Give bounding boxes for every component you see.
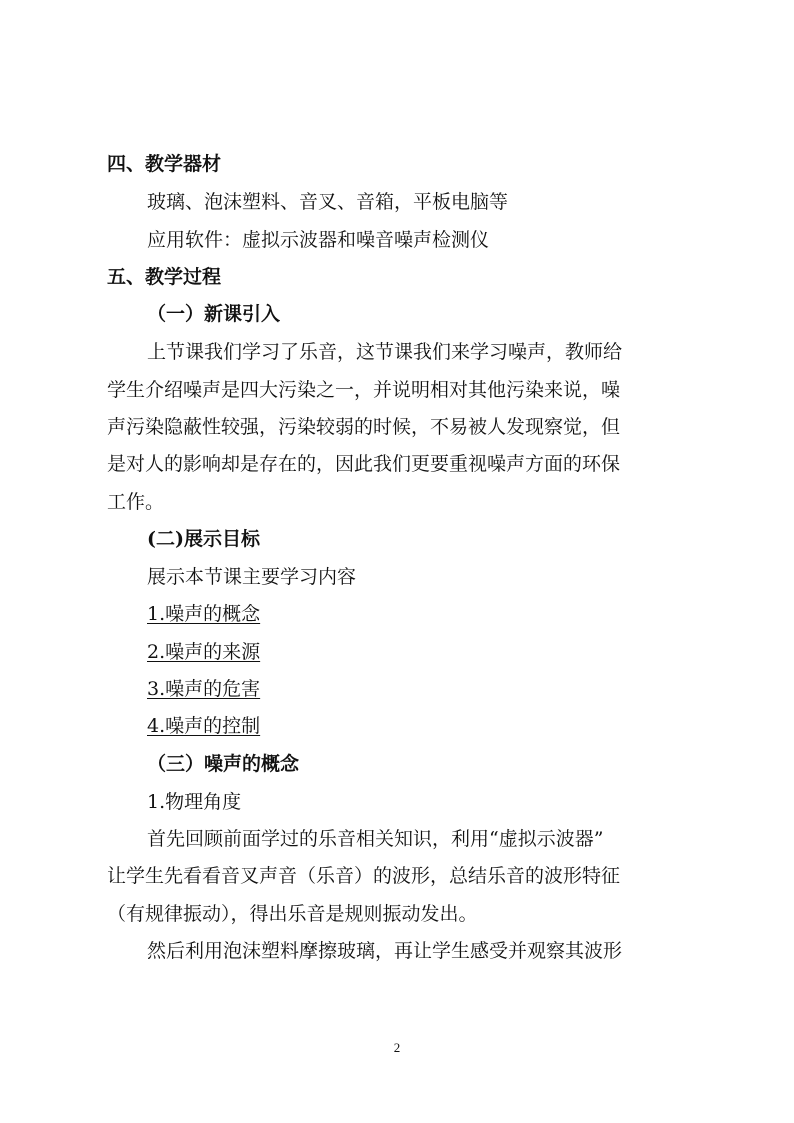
goal-link-2[interactable]: 2.噪声的来源 bbox=[147, 641, 261, 663]
paragraph-line: 然后利用泡沫塑料摩擦玻璃，再让学生感受并观察其波形 bbox=[147, 940, 623, 962]
paragraph-line: （有规律振动），得出乐音是规则振动发出。 bbox=[107, 903, 478, 925]
point-1-heading: 1.物理角度 bbox=[147, 791, 242, 813]
subsection-1-heading: （一）新课引入 bbox=[147, 303, 281, 325]
goal-link-4[interactable]: 4.噪声的控制 bbox=[147, 715, 261, 737]
paragraph-line: 让学生先看看音叉声音（乐音）的波形，总结乐音的波形特征 bbox=[107, 865, 621, 887]
goal-link-1[interactable]: 1.噪声的概念 bbox=[147, 603, 261, 625]
goal-link-3[interactable]: 3.噪声的危害 bbox=[147, 678, 261, 700]
section-4-heading: 四、教学器材 bbox=[107, 153, 222, 175]
section-5-heading: 五、教学过程 bbox=[107, 266, 222, 288]
paragraph-line: 上节课我们学习了乐音，这节课我们来学习噪声，教师给 bbox=[147, 341, 623, 363]
equipment-list: 玻璃、泡沫塑料、音叉、音箱，平板电脑等 bbox=[147, 191, 509, 213]
paragraph-line: 声污染隐蔽性较强，污染较弱的时候，不易被人发现察觉，但 bbox=[107, 416, 621, 438]
paragraph-line: 工作。 bbox=[107, 491, 165, 513]
software-list: 应用软件：虚拟示波器和噪音噪声检测仪 bbox=[147, 229, 490, 251]
paragraph-line: 首先回顾前面学过的乐音相关知识，利用“虚拟示波器” bbox=[147, 828, 604, 850]
subsection-2-heading: (二)展示目标 bbox=[147, 528, 260, 550]
subsection-3-heading: （三）噪声的概念 bbox=[147, 753, 300, 775]
paragraph-line: 学生介绍噪声是四大污染之一，并说明相对其他污染来说，噪 bbox=[107, 379, 621, 401]
page-number: 2 bbox=[393, 1040, 401, 1055]
paragraph-line: 是对人的影响却是存在的，因此我们更要重视噪声方面的环保 bbox=[107, 453, 621, 475]
goals-intro: 展示本节课主要学习内容 bbox=[147, 566, 357, 588]
